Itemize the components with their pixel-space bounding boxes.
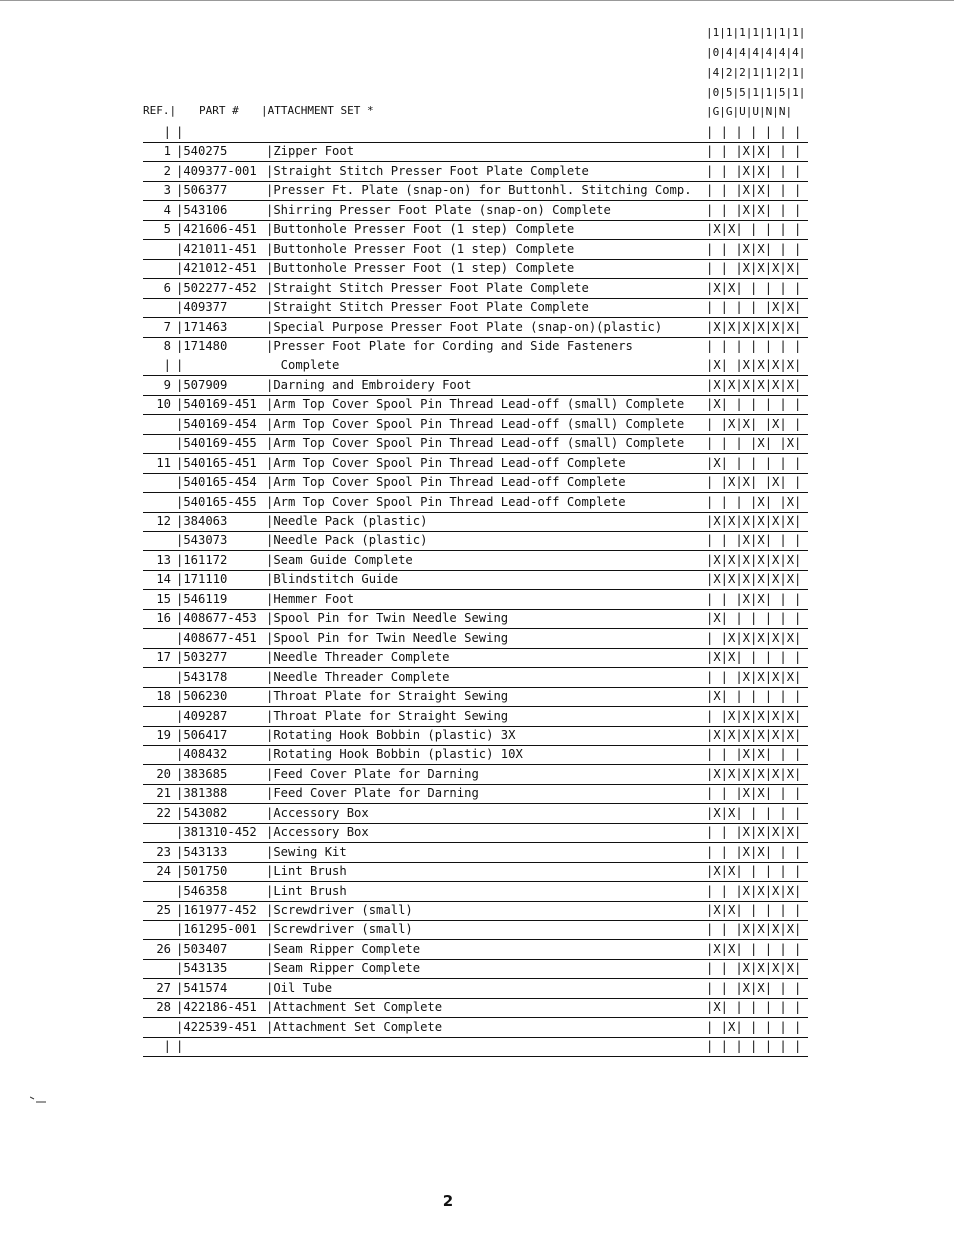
ref-cell: 5 xyxy=(163,222,171,237)
table-row xyxy=(143,142,808,162)
part-number-cell: |408432 xyxy=(176,747,228,762)
part-number-cell: |384063 xyxy=(176,514,228,528)
description-cell: |Sewing Kit xyxy=(266,844,347,859)
part-number-cell: | xyxy=(176,125,184,139)
table-row xyxy=(143,473,808,493)
description-cell: |Throat Plate for Straight Sewing xyxy=(266,689,509,704)
part-number-cell: | xyxy=(176,1039,184,1054)
availability-marks-cell: |X|X|X|X|X|X| xyxy=(706,727,802,742)
description-cell: |Shirring Presser Foot Plate (snap-on) Complete xyxy=(266,202,611,217)
table-row xyxy=(143,162,808,182)
description-cell: |Arm Top Cover Spool Pin Thread Lead-off (small) Complete xyxy=(266,397,685,412)
part-number-cell: |543135 xyxy=(176,961,228,976)
part-header: PART # xyxy=(199,104,239,117)
availability-marks-cell: |X| | | | | | xyxy=(706,689,802,704)
ref-cell: 9 xyxy=(163,377,171,392)
ref-cell: 25 xyxy=(156,903,171,917)
description-cell: |Attachment Set Complete xyxy=(266,1019,443,1034)
part-number-cell: |540165-451 xyxy=(176,455,257,470)
availability-marks-cell: |X| | | | | | xyxy=(706,455,802,470)
description-cell: |Arm Top Cover Spool Pin Thread Lead-off Complete xyxy=(266,475,626,490)
stray-mark xyxy=(30,1096,46,1104)
table-row xyxy=(143,279,808,299)
part-number-cell: |502277-452 xyxy=(176,280,257,295)
ref-cell: | xyxy=(163,125,171,139)
part-number-cell: |540169-454 xyxy=(176,416,257,431)
availability-marks-cell: |X|X| | | | | xyxy=(706,280,802,295)
table-row xyxy=(143,337,808,356)
availability-marks-cell: | |X|X| |X| | xyxy=(706,416,802,431)
part-number-cell: |543133 xyxy=(176,844,228,859)
table-row xyxy=(143,1037,808,1057)
part-number-cell: |381310-452 xyxy=(176,825,257,840)
table-row xyxy=(143,765,808,785)
ref-cell: | xyxy=(163,358,171,373)
description-cell: |Zipper Foot xyxy=(266,144,355,159)
description-cell: |Feed Cover Plate for Darning xyxy=(266,766,479,781)
part-number-cell: |543073 xyxy=(176,533,228,548)
part-number-cell: |540169-455 xyxy=(176,436,257,451)
header-code-line: |1|1|1|1|1|1|1| xyxy=(706,26,806,39)
availability-marks-cell: | | |X|X| | | xyxy=(706,980,802,995)
part-number-cell: |408677-453 xyxy=(176,611,257,626)
description-cell: |Special Purpose Presser Foot Plate (snap-on)(plastic) xyxy=(266,319,663,334)
description-cell: Complete xyxy=(266,358,340,373)
availability-marks-cell: |X| | | | | | xyxy=(706,397,802,412)
part-number-cell: |543082 xyxy=(176,805,228,820)
ref-cell: 26 xyxy=(156,941,171,956)
availability-marks-cell: |X|X| | | | | xyxy=(706,805,802,820)
table-row xyxy=(143,940,808,960)
part-number-cell: |543178 xyxy=(176,669,228,684)
availability-marks-cell: |X|X|X|X|X|X| xyxy=(706,572,802,587)
table-row xyxy=(143,531,808,551)
description-cell: |Attachment Set Complete xyxy=(266,1000,443,1015)
description-cell: |Seam Ripper Complete xyxy=(266,941,421,956)
part-number-cell: | xyxy=(176,358,184,373)
part-number-cell: |503277 xyxy=(176,650,228,665)
table-row xyxy=(143,843,808,863)
ref-cell: 6 xyxy=(163,280,171,295)
ref-cell: 11 xyxy=(156,455,171,470)
table-row xyxy=(143,1018,808,1038)
description-cell: |Seam Ripper Complete xyxy=(266,961,421,976)
table-row xyxy=(143,512,808,532)
attachment-header: |ATTACHMENT SET * xyxy=(261,104,374,117)
part-number-cell: |507909 xyxy=(176,377,228,392)
table-row xyxy=(143,493,808,513)
ref-cell: 13 xyxy=(156,552,171,567)
part-number-cell: |546358 xyxy=(176,883,228,898)
part-number-cell: |171480 xyxy=(176,338,228,353)
table-row xyxy=(143,804,808,824)
description-cell: |Arm Top Cover Spool Pin Thread Lead-off Complete xyxy=(266,455,626,470)
part-number-cell: |409377 xyxy=(176,300,228,315)
description-cell: |Arm Top Cover Spool Pin Thread Lead-off (small) Complete xyxy=(266,436,685,451)
part-number-cell: |506377 xyxy=(176,183,228,198)
table-row xyxy=(143,979,808,999)
part-number-cell: |506230 xyxy=(176,689,228,704)
availability-marks-cell: | | |X|X| | | xyxy=(706,163,802,178)
part-number-cell: |171463 xyxy=(176,319,228,334)
table-row xyxy=(143,668,808,688)
availability-marks-cell: | | |X|X|X|X| xyxy=(706,961,802,976)
header-code-line: |G|G|U|U|N|N| xyxy=(706,105,793,118)
description-cell: |Spool Pin for Twin Needle Sewing xyxy=(266,611,509,626)
description-cell: |Accessory Box xyxy=(266,805,369,820)
description-cell: |Buttonhole Presser Foot (1 step) Complete xyxy=(266,241,575,256)
description-cell: |Hemmer Foot xyxy=(266,591,355,606)
table-row xyxy=(143,318,808,338)
table-row xyxy=(143,376,808,396)
part-number-cell: |421011-451 xyxy=(176,241,257,256)
availability-marks-cell: |X|X|X|X|X|X| xyxy=(706,552,802,567)
description-cell: |Buttonhole Presser Foot (1 step) Complete xyxy=(266,261,575,276)
availability-marks-cell: | |X| | | | | xyxy=(706,1019,802,1034)
table-row xyxy=(143,434,808,454)
part-number-cell: |546119 xyxy=(176,591,228,606)
table-row xyxy=(143,784,808,804)
availability-marks-cell: | | | | | | | xyxy=(706,338,802,353)
table-row xyxy=(143,862,808,882)
table-row xyxy=(143,220,808,240)
ref-cell: | xyxy=(163,1039,171,1054)
availability-marks-cell: | | | |X| |X| xyxy=(706,436,802,451)
ref-cell: 19 xyxy=(156,727,171,742)
part-number-cell: |501750 xyxy=(176,864,228,879)
ref-cell: 7 xyxy=(163,319,171,334)
table-row xyxy=(143,882,808,902)
description-cell: |Throat Plate for Straight Sewing xyxy=(266,708,509,723)
header-code-line: |4|2|2|1|1|2|1| xyxy=(706,66,806,79)
part-number-cell: |409287 xyxy=(176,708,228,723)
description-cell: |Straight Stitch Presser Foot Plate Complete xyxy=(266,280,589,295)
description-cell: |Screwdriver (small) xyxy=(266,922,413,937)
availability-marks-cell: | | | | |X|X| xyxy=(706,300,802,315)
table-row xyxy=(143,959,808,979)
availability-marks-cell: |X|X| | | | | xyxy=(706,903,802,917)
table-row xyxy=(143,551,808,571)
ref-header: REF.| xyxy=(143,104,177,117)
availability-marks-cell: |X|X| | | | | xyxy=(706,941,802,956)
availability-marks-cell: | | |X|X|X|X| xyxy=(706,825,802,840)
part-number-cell: |541574 xyxy=(176,980,228,995)
table-row xyxy=(143,629,808,649)
availability-marks-cell: |X|X|X|X|X|X| xyxy=(706,766,802,781)
availability-marks-cell: | | |X|X| | | xyxy=(706,844,802,859)
part-number-cell: |540169-451 xyxy=(176,397,257,412)
table-row xyxy=(143,998,808,1018)
table-row xyxy=(143,648,808,668)
table-row xyxy=(143,920,808,940)
table-row xyxy=(143,181,808,201)
availability-marks-cell: | | |X|X| | | xyxy=(706,183,802,198)
availability-marks-cell: | | | | | | | xyxy=(706,1039,802,1054)
availability-marks-cell: | | |X|X| | | xyxy=(706,144,802,159)
availability-marks-cell: |X|X| | | | | xyxy=(706,864,802,879)
description-cell: |Screwdriver (small) xyxy=(266,903,413,917)
ref-cell: 22 xyxy=(156,805,171,820)
availability-marks-cell: | |X|X|X|X|X| xyxy=(706,708,802,723)
availability-marks-cell: | | |X|X| | | xyxy=(706,241,802,256)
availability-marks-cell: |X|X|X|X|X|X| xyxy=(706,319,802,334)
ref-cell: 28 xyxy=(156,1000,171,1015)
description-cell: |Arm Top Cover Spool Pin Thread Lead-off (small) Complete xyxy=(266,416,685,431)
part-number-cell: |421606-451 xyxy=(176,222,257,237)
availability-marks-cell: |X|X| | | | | xyxy=(706,650,802,665)
table-row xyxy=(143,201,808,221)
description-cell: |Buttonhole Presser Foot (1 step) Complete xyxy=(266,222,575,237)
part-number-cell: |421012-451 xyxy=(176,261,257,276)
ref-cell: 17 xyxy=(156,650,171,665)
availability-marks-cell: |X| | | | | | xyxy=(706,1000,802,1015)
ref-cell: 20 xyxy=(156,766,171,781)
availability-marks-cell: | | |X|X|X|X| xyxy=(706,883,802,898)
page-number: 2 xyxy=(442,1192,454,1210)
availability-marks-cell: | | |X|X| | | xyxy=(706,591,802,606)
ref-cell: 4 xyxy=(163,202,171,217)
table-row xyxy=(143,687,808,707)
table-row xyxy=(143,590,808,610)
part-number-cell: |422539-451 xyxy=(176,1019,257,1034)
description-cell: |Straight Stitch Presser Foot Plate Complete xyxy=(266,163,589,178)
table-row xyxy=(143,570,808,590)
availability-marks-cell: | | |X|X| | | xyxy=(706,786,802,801)
table-row xyxy=(143,823,808,843)
description-cell: |Presser Ft. Plate (snap-on) for Buttonhl. Stitching Comp. xyxy=(266,183,692,198)
availability-marks-cell: |X| |X|X|X|X| xyxy=(706,358,802,373)
availability-marks-cell: | | | |X| |X| xyxy=(706,494,802,509)
description-cell: |Lint Brush xyxy=(266,883,347,898)
part-number-cell: |161295-001 xyxy=(176,922,257,937)
description-cell: |Lint Brush xyxy=(266,864,347,879)
table-row xyxy=(143,415,808,435)
part-number-cell: |422186-451 xyxy=(176,1000,257,1015)
table-row xyxy=(143,259,808,279)
description-cell: |Oil Tube xyxy=(266,980,333,995)
description-cell: |Straight Stitch Presser Foot Plate Complete xyxy=(266,300,589,315)
description-cell: |Rotating Hook Bobbin (plastic) 3X xyxy=(266,727,516,742)
part-number-cell: |161172 xyxy=(176,552,228,567)
description-cell: |Needle Pack (plastic) xyxy=(266,533,428,548)
ref-cell: 2 xyxy=(163,163,171,178)
table-row xyxy=(143,356,808,376)
ref-cell: 27 xyxy=(156,980,171,995)
ref-cell: 14 xyxy=(156,572,171,587)
ref-cell: 3 xyxy=(163,183,171,198)
ref-cell: 18 xyxy=(156,689,171,704)
header-code-line: |0|4|4|4|4|4|4| xyxy=(706,46,806,59)
part-number-cell: |171110 xyxy=(176,572,228,587)
description-cell: |Accessory Box xyxy=(266,825,369,840)
header-code-line: |0|5|5|1|1|5|1| xyxy=(706,86,806,99)
table-row xyxy=(143,395,808,415)
part-number-cell: |383685 xyxy=(176,766,228,781)
part-number-cell: |540275 xyxy=(176,144,228,159)
ref-cell: 24 xyxy=(156,864,171,879)
ref-cell: 12 xyxy=(156,514,171,528)
description-cell: |Rotating Hook Bobbin (plastic) 10X xyxy=(266,747,523,762)
ref-cell: 21 xyxy=(156,786,171,801)
availability-marks-cell: | | | | | | | xyxy=(706,125,802,139)
availability-marks-cell: | |X|X|X|X|X| xyxy=(706,630,802,645)
part-number-cell: |503407 xyxy=(176,941,228,956)
availability-marks-cell: | | |X|X| | | xyxy=(706,747,802,762)
part-number-cell: |543106 xyxy=(176,202,228,217)
part-number-cell: |408677-451 xyxy=(176,630,257,645)
table-row xyxy=(143,745,808,765)
table-row xyxy=(143,707,808,727)
ref-cell: 23 xyxy=(156,844,171,859)
description-cell: |Darning and Embroidery Foot xyxy=(266,377,472,392)
part-number-cell: |506417 xyxy=(176,727,228,742)
availability-marks-cell: | |X|X| |X| | xyxy=(706,475,802,490)
availability-marks-cell: | | |X|X| | | xyxy=(706,202,802,217)
description-cell: |Needle Pack (plastic) xyxy=(266,514,428,528)
availability-marks-cell: |X|X| | | | | xyxy=(706,222,802,237)
table-row xyxy=(143,454,808,474)
availability-marks-cell: | | |X|X| | | xyxy=(706,533,802,548)
part-number-cell: |161977-452 xyxy=(176,903,257,917)
description-cell: |Feed Cover Plate for Darning xyxy=(266,786,479,801)
availability-marks-cell: |X|X|X|X|X|X| xyxy=(706,377,802,392)
part-number-cell: |540165-454 xyxy=(176,475,257,490)
description-cell: |Arm Top Cover Spool Pin Thread Lead-off Complete xyxy=(266,494,626,509)
part-number-cell: |409377-001 xyxy=(176,163,257,178)
part-number-cell: |381388 xyxy=(176,786,228,801)
table-row xyxy=(143,240,808,260)
ref-cell: 15 xyxy=(156,591,171,606)
ref-cell: 10 xyxy=(156,397,171,412)
description-cell: |Needle Threader Complete xyxy=(266,669,450,684)
description-cell: |Spool Pin for Twin Needle Sewing xyxy=(266,630,509,645)
description-cell: |Presser Foot Plate for Cording and Side Fasteners xyxy=(266,338,633,353)
table-row xyxy=(143,726,808,746)
availability-marks-cell: | | |X|X|X|X| xyxy=(706,922,802,937)
availability-marks-cell: |X|X|X|X|X|X| xyxy=(706,514,802,528)
ref-cell: 1 xyxy=(163,144,171,159)
description-cell: |Needle Threader Complete xyxy=(266,650,450,665)
table-row xyxy=(143,298,808,318)
description-cell: |Blindstitch Guide xyxy=(266,572,399,587)
table-row xyxy=(143,609,808,629)
availability-marks-cell: |X| | | | | | xyxy=(706,611,802,626)
availability-marks-cell: | | |X|X|X|X| xyxy=(706,669,802,684)
ref-cell: 8 xyxy=(163,338,171,353)
ref-cell: 16 xyxy=(156,611,171,626)
description-cell: |Seam Guide Complete xyxy=(266,552,413,567)
availability-marks-cell: | | |X|X|X|X| xyxy=(706,261,802,276)
table-row xyxy=(143,901,808,921)
part-number-cell: |540165-455 xyxy=(176,494,257,509)
table-row xyxy=(143,123,808,143)
